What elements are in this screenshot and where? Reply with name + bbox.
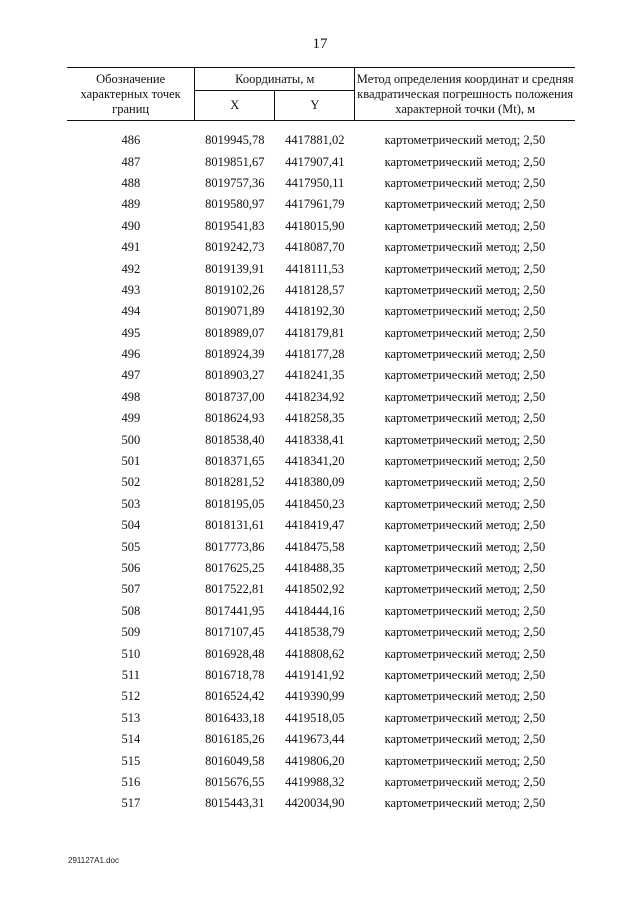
x-coordinate-cell: 8018624,93 — [205, 411, 265, 426]
table-row — [67, 515, 575, 536]
x-coordinate-cell: 8016185,26 — [205, 732, 265, 747]
table-row — [67, 579, 575, 600]
y-coordinate-cell: 4418258,35 — [285, 411, 345, 426]
x-coordinate-cell: 8017625,25 — [205, 561, 265, 575]
point-id-cell: 487 — [121, 154, 141, 169]
method-cell: картометрический метод; 2,50 — [384, 154, 546, 169]
point-id-cell: 496 — [121, 347, 141, 362]
y-coordinate-cell: 4418341,20 — [285, 454, 345, 469]
table-row — [67, 494, 575, 515]
point-id-cell: 514 — [121, 732, 141, 747]
point-id-cell: 515 — [121, 753, 141, 768]
page-number: 17 — [312, 36, 328, 52]
table-row — [67, 237, 575, 258]
y-coordinate-cell: 4418234,92 — [285, 389, 345, 404]
x-coordinate-cell: 8018371,65 — [205, 454, 265, 469]
table-row — [67, 280, 575, 301]
y-coordinate-cell: 4417950,11 — [285, 175, 345, 190]
x-coordinate-cell: 8015443,31 — [205, 796, 265, 811]
y-coordinate-cell: 4418419,47 — [285, 518, 345, 533]
table-row — [67, 793, 575, 814]
point-id-cell: 507 — [121, 582, 141, 597]
table-row — [67, 472, 575, 493]
y-coordinate-cell: 4418475,58 — [285, 539, 345, 554]
point-id-cell: 500 — [121, 432, 141, 447]
header-y: Y — [275, 91, 355, 121]
y-coordinate-cell: 4418808,62 — [285, 646, 345, 661]
table-row — [67, 429, 575, 450]
x-coordinate-cell: 8018903,27 — [205, 368, 265, 383]
point-id-cell: 495 — [121, 325, 141, 340]
header-x: X — [195, 91, 275, 121]
method-cell: картометрический метод; 2,50 — [384, 261, 546, 276]
y-coordinate-cell: 4418241,35 — [285, 368, 345, 383]
point-id-cell: 510 — [121, 646, 141, 661]
y-coordinate-cell: 4419673,44 — [285, 732, 345, 747]
table-row — [67, 708, 575, 729]
point-id-cell: 493 — [121, 282, 141, 297]
method-cell: картометрический метод; 2,50 — [384, 282, 546, 297]
table-row — [67, 622, 575, 643]
x-coordinate-cell: 8019945,78 — [205, 133, 265, 148]
point-id-cell: 498 — [121, 389, 141, 404]
footer-doc-name: 291127A1.doc — [68, 856, 120, 865]
table-body — [67, 130, 575, 815]
table-row — [67, 729, 575, 750]
point-id-cell: 508 — [121, 603, 141, 618]
y-coordinate-cell: 4419806,20 — [285, 753, 345, 768]
table-row — [67, 216, 575, 237]
table-row — [67, 772, 575, 793]
x-coordinate-cell: 8017522,81 — [205, 582, 265, 597]
x-coordinate-cell: 8018538,40 — [205, 432, 265, 447]
header-designation: Обозначение характерных точек границ — [67, 68, 195, 121]
table-row — [67, 750, 575, 771]
point-id-cell: 501 — [121, 454, 141, 469]
y-coordinate-cell: 4417961,79 — [285, 197, 345, 212]
method-cell: картометрический метод; 2,50 — [384, 175, 546, 190]
method-cell: картометрический метод; 2,50 — [384, 667, 546, 682]
method-cell: картометрический метод; 2,50 — [384, 432, 546, 447]
point-id-cell: 491 — [121, 240, 141, 255]
x-coordinate-cell: 8019139,91 — [205, 261, 265, 276]
point-id-cell: 497 — [121, 368, 141, 383]
method-cell: картометрический метод; 2,50 — [384, 518, 546, 533]
y-coordinate-cell: 4418444,16 — [285, 603, 345, 618]
y-coordinate-cell: 4419141,92 — [285, 667, 345, 682]
table-row — [67, 536, 575, 557]
x-coordinate-cell: 8019242,73 — [205, 240, 265, 255]
y-coordinate-cell: 4418502,92 — [285, 582, 345, 597]
x-coordinate-cell: 8018989,07 — [205, 325, 265, 340]
table-row — [67, 558, 575, 579]
point-id-cell: 486 — [121, 133, 141, 148]
point-id-cell: 509 — [121, 625, 141, 640]
y-coordinate-cell: 4420034,90 — [285, 796, 345, 811]
table-row — [67, 665, 575, 686]
point-id-cell: 505 — [121, 539, 141, 554]
table-row — [67, 151, 575, 172]
x-coordinate-cell: 8019102,26 — [205, 282, 265, 297]
point-id-cell: 504 — [121, 518, 141, 533]
x-coordinate-cell: 8018131,61 — [205, 518, 265, 533]
x-coordinate-cell: 8016928,48 — [205, 646, 265, 661]
table-row — [67, 130, 575, 151]
point-id-cell: 517 — [121, 796, 141, 811]
table-row — [67, 686, 575, 707]
table-row — [67, 344, 575, 365]
header-coordinates: Координаты, м — [195, 68, 355, 91]
method-cell: картометрический метод; 2,50 — [384, 539, 546, 554]
table-row — [67, 194, 575, 215]
y-coordinate-cell: 4418380,09 — [285, 475, 345, 490]
x-coordinate-cell: 8019541,83 — [205, 218, 265, 233]
method-cell: картометрический метод; 2,50 — [384, 646, 546, 661]
table-row — [67, 643, 575, 664]
method-cell: картометрический метод; 2,50 — [384, 218, 546, 233]
x-coordinate-cell: 8018924,39 — [205, 347, 265, 362]
point-id-cell: 506 — [121, 561, 141, 575]
table-row — [67, 387, 575, 408]
x-coordinate-cell: 8017773,86 — [205, 539, 265, 554]
table-row — [67, 301, 575, 322]
method-cell: картометрический метод; 2,50 — [384, 347, 546, 362]
point-id-cell: 512 — [121, 689, 141, 704]
table-header — [67, 68, 575, 131]
method-cell: картометрический метод; 2,50 — [384, 197, 546, 212]
x-coordinate-cell: 8017441,95 — [205, 603, 265, 618]
method-cell: картометрический метод; 2,50 — [384, 240, 546, 255]
y-coordinate-cell: 4418192,30 — [285, 304, 345, 319]
method-cell: картометрический метод; 2,50 — [384, 496, 546, 511]
table-row — [67, 408, 575, 429]
method-cell: картометрический метод; 2,50 — [384, 389, 546, 404]
point-id-cell: 503 — [121, 496, 141, 511]
header-rule — [67, 121, 575, 131]
y-coordinate-cell: 4418111,53 — [285, 261, 345, 276]
y-coordinate-cell: 4418450,23 — [285, 496, 345, 511]
y-coordinate-cell: 4418538,79 — [285, 625, 345, 640]
coordinates-table — [67, 67, 575, 815]
table-row — [67, 258, 575, 279]
point-id-cell: 492 — [121, 261, 141, 276]
method-cell: картометрический метод; 2,50 — [384, 710, 546, 725]
point-id-cell: 488 — [121, 175, 141, 190]
method-cell: картометрический метод; 2,50 — [384, 325, 546, 340]
x-coordinate-cell: 8016433,18 — [205, 710, 265, 725]
method-cell: картометрический метод; 2,50 — [384, 133, 546, 148]
point-id-cell: 502 — [121, 475, 141, 490]
y-coordinate-cell: 4418338,41 — [285, 432, 345, 447]
method-cell: картометрический метод; 2,50 — [384, 774, 546, 789]
x-coordinate-cell: 8019071,89 — [205, 304, 265, 319]
y-coordinate-cell: 4419390,99 — [285, 689, 345, 704]
x-coordinate-cell: 8016718,78 — [205, 667, 265, 682]
method-cell: картометрический метод; 2,50 — [384, 368, 546, 383]
point-id-cell: 489 — [121, 197, 141, 212]
y-coordinate-cell: 4418177,28 — [285, 347, 345, 362]
method-cell: картометрический метод; 2,50 — [384, 603, 546, 618]
method-cell: картометрический метод; 2,50 — [384, 732, 546, 747]
method-cell: картометрический метод; 2,50 — [384, 411, 546, 426]
y-coordinate-cell: 4418488,35 — [285, 561, 345, 575]
method-cell: картометрический метод; 2,50 — [384, 689, 546, 704]
point-id-cell: 499 — [121, 411, 141, 426]
y-coordinate-cell: 4418128,57 — [285, 282, 345, 297]
y-coordinate-cell: 4417881,02 — [285, 133, 345, 148]
point-id-cell: 494 — [121, 304, 141, 319]
point-id-cell: 513 — [121, 710, 141, 725]
y-coordinate-cell: 4418015,90 — [285, 218, 345, 233]
x-coordinate-cell: 8015676,55 — [205, 774, 265, 789]
table-row — [67, 173, 575, 194]
point-id-cell: 516 — [121, 774, 141, 789]
x-coordinate-cell: 8019580,97 — [205, 197, 265, 212]
point-id-cell: 511 — [121, 667, 141, 682]
x-coordinate-cell: 8017107,45 — [205, 625, 265, 640]
method-cell: картометрический метод; 2,50 — [384, 304, 546, 319]
method-cell: картометрический метод; 2,50 — [384, 625, 546, 640]
x-coordinate-cell: 8019851,67 — [205, 154, 265, 169]
point-id-cell: 490 — [121, 218, 141, 233]
y-coordinate-cell: 4418179,81 — [285, 325, 345, 340]
table-row — [67, 451, 575, 472]
y-coordinate-cell: 4419988,32 — [285, 774, 345, 789]
x-coordinate-cell: 8018195,05 — [205, 496, 265, 511]
x-coordinate-cell: 8016524,42 — [205, 689, 265, 704]
method-cell: картометрический метод; 2,50 — [384, 475, 546, 490]
table-row — [67, 365, 575, 386]
table-row — [67, 323, 575, 344]
x-coordinate-cell: 8018737,00 — [205, 389, 265, 404]
y-coordinate-cell: 4417907,41 — [285, 154, 345, 169]
method-cell: картометрический метод; 2,50 — [384, 454, 546, 469]
method-cell: картометрический метод; 2,50 — [384, 796, 546, 811]
method-cell: картометрический метод; 2,50 — [384, 561, 546, 575]
header-method: Метод определения координат и средняя квадратическая погрешность положения характерной точки (Mt), м — [355, 68, 575, 121]
y-coordinate-cell: 4418087,70 — [285, 240, 345, 255]
method-cell: картометрический метод; 2,50 — [384, 753, 546, 768]
y-coordinate-cell: 4419518,05 — [285, 710, 345, 725]
x-coordinate-cell: 8016049,58 — [205, 753, 265, 768]
x-coordinate-cell: 8018281,52 — [205, 475, 265, 490]
x-coordinate-cell: 8019757,36 — [205, 175, 265, 190]
table-row — [67, 601, 575, 622]
method-cell: картометрический метод; 2,50 — [384, 582, 546, 597]
